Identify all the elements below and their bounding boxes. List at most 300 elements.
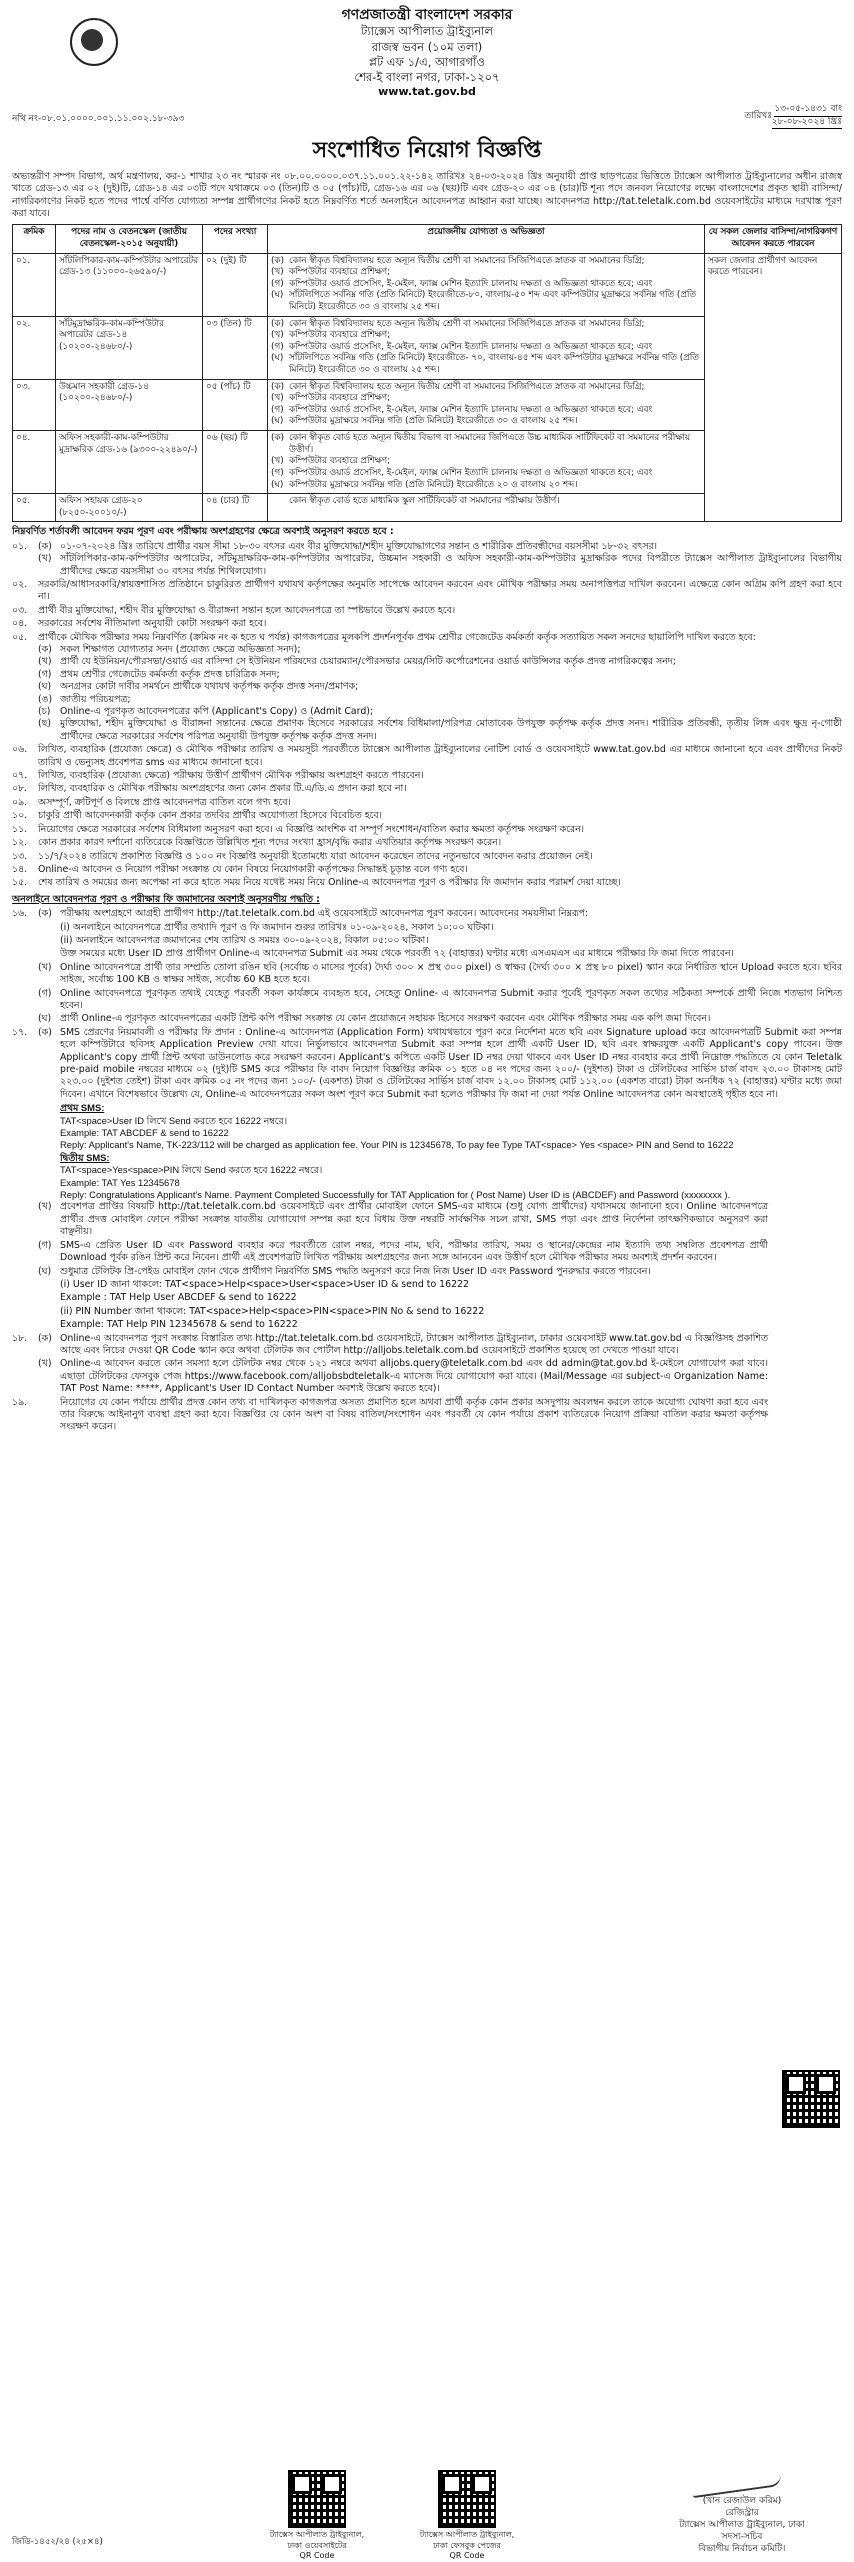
condition-text: নিয়োগের ক্ষেত্রে সরকারের সর্বশেষ বিধিমালা অনুসরণ করা হবে। এ বিজ্ঞপ্তি আংশিক বা সম্পূর্ণ সংশোধন/বাতিল করার ক্ষমতা কর্তৃপক্ষ সংরক্ষণ করেন। <box>38 823 585 835</box>
condition-sub-item <box>38 681 842 693</box>
condition-body <box>38 797 842 809</box>
website-qr-label-2: ঢাকা ওয়েবসাইটের <box>287 2540 347 2550</box>
qualification-key <box>271 496 289 508</box>
online-rule-item <box>12 1319 768 1331</box>
conditions-heading: নিম্নবর্ণিত শর্তাবলী আবেদন ফরম পূরণ এবং পরীক্ষায় অংশগ্রহণের ক্ষেত্রে অবশ্যই অনুসরণ করতে হবে : <box>12 526 394 538</box>
online-rule-item <box>12 1279 768 1291</box>
second-sms-reply: Reply: Congratulations Applicant's Name. Payment Completed Successfully for TAT Application for ( Post Name) User ID is (ABCDEF) and Password (xxxxxxxx ). <box>60 1189 731 1201</box>
condition-item <box>12 810 842 822</box>
row-serial: ০২. <box>13 316 56 379</box>
second-sms-label: দ্বিতীয় SMS: <box>60 1151 110 1163</box>
qualification-text: কম্পিউটার মুদ্রাক্ষরে সর্বনিম্ন গতি (প্রতি মিনিটে) ইংরেজীতে ৩০ ও বাংলায় ২৫ শব্দ। <box>289 416 578 427</box>
condition-number: ১৪. <box>12 863 28 875</box>
condition-sub-text: প্রার্থী যে ইউনিয়ন/পৌরসভা/ওয়ার্ড এর বাসিন্দা সে ইউনিয়ন পরিষদের চেয়ারম্যান/পৌরসভার মেয়র/সিটি কর্পোরেশনের ওয়ার্ড কাউন্সিলর কর্তৃক প্রদত্ত নাগরিকত্বের সনদ; <box>60 656 676 668</box>
qualification-item <box>271 433 701 456</box>
online-rule-number <box>12 1013 38 1025</box>
online-rule-text: Online-এ আবেদন করতে কোন সমস্যা হলে টেলিটক নম্বর থেকে ১২১ নম্বরে অথবা alljobs.query@teletalk.com.bd এবং dd admin@tat.gov.bd ই-মেইলে যোগাযোগ করা যাবে। এছাড়া টেলিটকের ফেসবুক পেজ https://www.facebook.com/alljobsbdteletalk-এ ম্যাসেজ দিয়ে যোগাযোগ করা যাবে। (Mail/Message এর subject-এ Organization Name: TAT Post Name: *****, Applicant's User ID Contact Number অবশ্যই উল্লেখ করতে হবে)। <box>60 1358 768 1395</box>
online-rule-number <box>12 935 38 947</box>
first-sms-example: Example: TAT ABCDEF & send to 16222 <box>60 1127 229 1139</box>
memo-number: নথি নং-০৮.০১.০০০০.০০১.১১.০০২.১৮-৩৯৩ <box>12 113 185 124</box>
qualification-item <box>271 468 701 480</box>
date-bangla: ১৩-০৫-১৪৩১ বাং <box>774 104 842 117</box>
condition-item <box>12 824 842 836</box>
qualification-key: (গ) <box>271 404 284 415</box>
condition-item <box>12 851 842 863</box>
qualification-text: কম্পিউটার ব্যবহারে প্রশিক্ষণ; <box>289 393 391 404</box>
first-sms-reply: Reply: Applicant's Name, TK-223/112 will be charged as application fee. Your PIN is 12345678, To pay fee Type TAT<space> Yes <space> PIN and Send to 16222 <box>60 1139 734 1151</box>
qualification-text: কোন স্বীকৃত বিশ্ববিদ্যালয় হতে অন্যূন দ্বিতীয় শ্রেণী বা সমমানের সিজিপিএতে স্নাতক বা সমমানের ডিগ্রি; <box>289 318 645 329</box>
condition-body <box>38 810 842 822</box>
facebook-qr-code-icon[interactable] <box>438 2470 496 2528</box>
condition-body <box>38 541 842 578</box>
condition-item <box>12 797 842 809</box>
condition-body <box>38 605 842 617</box>
condition-sub-item <box>38 644 842 656</box>
page-title: সংশোধিত নিয়োগ বিজ্ঞপ্তি <box>312 137 542 163</box>
online-rule-number <box>12 922 38 934</box>
online-rule-number <box>12 1306 38 1318</box>
date-box <box>744 103 842 130</box>
qualification-text: কম্পিউটার ওয়ার্ড প্রসেসিং, ই-মেইল, ফ্যাক্স মেশিন ইত্যাদি চালনায় দক্ষতা ও অভিজ্ঞতা থাকতে হবে; এবং <box>289 278 653 289</box>
qualification-text: কম্পিউটার ওয়ার্ড প্রসেসিং, ই-মেইল, ফ্যাক্স মেশিন ইত্যাদি চালনায় দক্ষতা ও অভিজ্ঞতা থাকতে হবে; এবং <box>289 341 653 352</box>
table-header-row <box>13 225 842 253</box>
condition-sub-text: সকল শিক্ষাগত যোগ্যতার সনদ (প্রযোজ্য ক্ষেত্রে অভিজ্ঞতা সনদ); <box>60 644 301 655</box>
col-post: পদের নাম ও বেতনস্কেল (জাতীয় বেতনস্কেল-২০১৫ অনুযায়ী) <box>56 225 203 253</box>
qualification-item <box>271 416 701 428</box>
online-rule-item <box>12 948 842 960</box>
row-serial: ০১. <box>13 253 56 316</box>
city-address: শের-ই বাংলা নগর, ঢাকা-১২০৭ <box>354 69 500 84</box>
online-rule-key <box>38 1397 60 1434</box>
condition-number: ১০. <box>12 810 28 822</box>
row-qualifications <box>268 494 705 522</box>
signatory-title-3: সদস্য-সচিব <box>721 2531 763 2542</box>
online-rule-body <box>38 1013 842 1025</box>
online-rule-text: SMS প্রেরণের নিয়মাবলী ও পরীক্ষার ফি প্রদান : Online-এ আবেদনপত্র (Application Form) যথাযথভাবে পূরণ করে নির্দেশনা মতে ছবি এবং Signature upload করে আবেদনপত্রটি Submit করা সম্পন্ন হলে কম্পিউটারে ছবিসহ Application Preview দেখা যাবে। নির্ভুলভাবে আবেদনপত্র Submit করা সম্পন্ন হলে প্রার্থী একটি User ID, ছবি এবং স্বাক্ষরযুক্ত একটি Applicant's copy পাবেন। উক্ত Applicant's copy প্রার্থী প্রিন্ট অথবা ডাউনলোড করে সংরক্ষণ করবেন। Applicant's কপিতে একটি User ID নম্বর দেয়া থাকবে এবং User ID নম্বর ব্যবহার করে প্রার্থী নিম্নোক্ত পদ্ধতিতে যে কোন Teletalk pre-paid mobile নম্বরের মাধ্যমে ০২ (দুই)টি SMS করে পরীক্ষার ফি বাবদ নিয়োগ বিজ্ঞপ্তির ক্রমিক ০১ হতে ০৪ নং পদের জন্য ২০০/- (দুইশত) টাকা ও টেলিটকের সার্ভিস চার্জ বাবদ ২৩.০০ টাকাসহ মোট ২২৩.০০ (দুইশত তেইশ) টাকা এবং ক্রমিক ০৫ নং পদের জন্য ১০০/- (একশত) টাকা ও টেলিটকের সার্ভিস চার্জ বাবদ ১২.০০ টাকাসহ মোট ১১২.০০ (একশত বারো) টাকা অনধিক ৭২ (বাহাত্তর) ঘণ্টার মধ্যে জমা দিবেন। এখানে বিশেষভাবে উল্লেখ্য যে, Online-এ আবেদনপত্রের সকল অংশ পূরণ করে Submit করা হলেও পরীক্ষার ফি জমা না দেয়া পর্যন্ত Online আবেদনপত্র কোন অবস্থাতেই গৃহীত হবে না। <box>60 1026 842 1100</box>
condition-body <box>38 632 842 744</box>
online-rule-text: প্রার্থী Online-এ পূরণকৃত আবেদনপত্রের একটি প্রিন্ট কপি পরীক্ষা সংক্রান্ত যে কোন প্রয়োজনে সহায়ক হিসেবে সংরক্ষণ করবেন এবং মৌখিক পরীক্ষার সময় এক কপি জমা দিবেন। <box>60 1013 711 1025</box>
col-districts: যে সকল জেলার বাসিন্দা/নাগরিকগণ আবেদন করতে পারবেন <box>705 225 842 253</box>
condition-text: লিখিত, ব্যবহারিক (প্রযোজ্য ক্ষেত্রে) ও মৌখিক পরীক্ষার তারিখ ও সময়সূচী পরবর্তীতে ট্যাক্সেস আপীলাত ট্রাইব্যুনালের নোটিশ বোর্ড ও ওয়েবসাইটে www.tat.gov.bd এর মাধ্যমে জানানো হবে এবং প্রার্থীদের নিকট তারিখ ও ভেন্যুসহ প্রবেশপত্র sms এর মাধ্যমে জানানো হবে। <box>38 744 842 768</box>
qualification-text: কোন স্বীকৃত বিশ্ববিদ্যালয় হতে অন্যূন দ্বিতীয় শ্রেণী বা সমমানের সিজিপিএতে স্নাতক বা সমমানের ডিগ্রি; <box>289 255 645 266</box>
online-rule-text: শুধুমাত্র টেলিটক প্রি-পেইড মোবাইল ফোন থেকে প্রার্থীগণ নিম্নবর্ণিত SMS পদ্ধতি অনুসরণ করে নিজ নিজ User ID এবং Password পুনরুদ্ধার করতে পারবেন। <box>60 1265 651 1277</box>
letterhead <box>12 6 842 100</box>
online-rule-key: (ক) <box>38 1026 52 1038</box>
qualification-key: (ঘ) <box>271 479 284 490</box>
qualification-text: কম্পিউটার ব্যবহারে প্রশিক্ষণ; <box>289 267 391 278</box>
condition-item <box>12 837 842 849</box>
condition-text: লিখিত, ব্যবহারিক ও মৌখিক পরীক্ষায় অংশগ্রহণের জন্য কোন প্রকার টি.এ/ডি.এ প্রদান করা হবে না। <box>38 783 407 795</box>
qualification-key: (গ) <box>271 467 284 478</box>
online-rule-key: (ক) <box>38 1332 52 1344</box>
online-rules-list <box>12 908 842 1101</box>
row-serial: ০৫. <box>13 494 56 522</box>
condition-sub-key: (চ) <box>38 706 51 718</box>
qualification-key: (ঘ) <box>271 416 284 427</box>
first-sms-command: TAT<space>User ID লিখে Send করতে হবে 16222 নম্বরে। <box>60 1114 288 1126</box>
condition-sub-text: মুক্তিযোদ্ধা, শহীদ মুক্তিযোদ্ধা ও বীরাঙ্গনা সন্তানের ক্ষেত্রে প্রমাণক হিসেবে সরকারের সর্বশেষ বিধিমালা/পরিপত্র মোতাবেক উপযুক্ত কর্তৃপক্ষ কর্তৃক প্রদত্ত সনদ। শারীরিক প্রতিবন্ধী, তৃতীয় লিঙ্গ এবং ক্ষুদ্র নৃ-গোষ্ঠী প্রার্থীদের ক্ষেত্রে সরকারের সর্বশেষ পরিপত্র অনুযায়ী উপযুক্ত কর্তৃপক্ষ কর্তৃক প্রদত্ত সনদ। <box>60 718 842 742</box>
online-rule-text: Online আবেদনপত্রে প্রার্থী তার সম্প্রতি তোলা রঙিন ছবি (সর্বোচ্চ ৩ মাসের পূর্বের) দৈর্ঘ্য ৩০০ × প্রস্থ ৩০০ pixel) ও স্বাক্ষর (দৈর্ঘ্য ৩০০ × প্রস্থ ৮০ pixel) স্ক্যান করে নির্ধারিত স্থানে Upload করতে হবে। ছবির সাইজ, সর্বোচ্চ 100 KB ও স্বাক্ষর সাইজ, সর্বোচ্চ 60 KB হতে হবে। <box>60 961 842 986</box>
condition-number: ০৮. <box>12 783 28 795</box>
website-qr-code-icon[interactable] <box>288 2470 346 2528</box>
row-qualifications <box>268 379 705 430</box>
website-link[interactable]: www.tat.gov.bd <box>378 85 476 99</box>
qualification-text: সাঁটলিপিতে সর্বনিম্ন গতি (প্রতি মিনিটে) ইংরেজীতে-৮০, বাংলায়-৫০ শব্দ এবং কম্পিউটার মুদ্রাক্ষরে সর্বনিম্ন গতি (প্রতি মিনিটে) ইংরেজীতে ৩০ ও বাংলায় ২৫ শব্দ। <box>289 290 697 312</box>
condition-sub-key: (ক) <box>38 644 52 655</box>
condition-sub-key: (ঘ) <box>38 681 52 693</box>
facebook-qr-label-2: ঢাকা ফেসবুক পেজের <box>433 2540 501 2550</box>
website-qr-label-3: QR Code <box>299 2551 335 2561</box>
qualification-key: (ঘ) <box>271 353 284 364</box>
condition-body <box>38 579 842 604</box>
condition-number: ১৫. <box>12 877 28 889</box>
condition-text: Online-এ আবেদন ও নিয়োগ পরীক্ষা সংক্রান্ত যে কোন বিষয়ে নিয়োগকারী কর্তৃপক্ষের সিদ্ধান্তই চূড়ান্ত বলে গণ্য হবে। <box>38 863 468 875</box>
online-rule-text: পরীক্ষায় অংশগ্রহণে আগ্রহী প্রার্থীগণ http://tat.teletalk.com.bd এই ওয়েবসাইটে আবেদনপত্র পূরণ করবেন। আবেদনের সময়সীমা নিম্নরূপ: <box>60 908 589 920</box>
row-qualifications <box>268 431 705 494</box>
online-rule-number: ১৯. <box>12 1396 28 1408</box>
online-rule-text: (ii) PIN Number জানা থাকলে: TAT<space>Help<space>PIN<space>PIN No & send to 16222 <box>60 1305 485 1317</box>
online-rule-key: (গ) <box>38 987 52 999</box>
online-rule-item <box>12 1397 768 1434</box>
online-rule-body <box>38 922 842 934</box>
row-post: উচ্চমান সহকারী গ্রেড-১৪ (১০২০০-২৪৬৮০/-) <box>56 379 203 430</box>
online-rule-text: (ii) অনলাইনে আবেদনপত্র জমাদানের শেষ তারিখ ও সময়ঃ ৩০-০৯-২০২৪, বিকাল ০৫:০০ ঘটিকা। <box>60 934 429 946</box>
row-post: সাঁটমুদ্রাক্ষরিক-কাম-কম্পিউটার অপারেটর গ্রেড-১৪ (১০২০০-২৪৬৮০/-) <box>56 316 203 379</box>
online-rule-body <box>38 988 842 1013</box>
qualification-key: (গ) <box>271 278 284 289</box>
condition-sub-item <box>38 694 842 706</box>
online-rule-number <box>12 1292 38 1304</box>
online-rule-body <box>38 1358 768 1395</box>
online-rule-body <box>38 1333 768 1358</box>
reference-line <box>12 104 842 134</box>
teletalk-qr-code-icon[interactable] <box>782 2070 840 2128</box>
vacancy-table <box>12 224 842 522</box>
online-rule-body <box>38 1240 768 1265</box>
condition-number: ০৭. <box>12 770 28 782</box>
qualification-item <box>271 290 701 313</box>
online-rule-key <box>38 935 60 947</box>
condition-text: সরকারের সর্বশেষ নীতিমালা অনুযায়ী কোটা সংরক্ষণ করা হবে। <box>38 618 267 630</box>
online-rule-body <box>38 1201 768 1238</box>
online-rule-number <box>12 1279 38 1291</box>
government-logo-icon <box>70 18 118 66</box>
online-rule-item <box>12 935 842 947</box>
sms-instructions <box>12 1102 842 1201</box>
condition-body <box>38 864 842 876</box>
condition-number: ১৩. <box>12 850 28 862</box>
print-memo: জিডি-১৪৫২/২৪ (২৫×৪) <box>12 2536 103 2547</box>
date-label: তারিখঃ <box>744 110 772 121</box>
online-rule-number <box>12 1319 38 1331</box>
condition-text: অসম্পূর্ণ, ক্রটিপূর্ণ ও বিলম্বে প্রাপ্ত আবেদনপত্র বাতিল বলে গণ্য হবে। <box>38 796 291 808</box>
online-rule-body <box>38 1397 768 1434</box>
online-rule-body <box>38 1306 768 1318</box>
online-rule-key: (খ) <box>38 1358 52 1370</box>
online-rule-text: SMS-এ প্রেরিত User ID এবং Password ব্যবহার করে পরবর্তীতে রোল নম্বর, পদের নাম, ছবি, পরীক্ষার তারিখ, সময় ও স্থানের/কেন্দ্রের নাম ইত্যাদি তথ্য সম্বলিত প্রবেশপত্র প্রার্থী Download পূর্বক রঙিন প্রিন্ট করে নিবেন। প্রার্থী এই প্রবেশপত্রটি লিখিত পরীক্ষায় অংশগ্রহণের জন্য সঙ্গে আনবেন এবং উত্তীর্ণ হলে মৌখিক পরীক্ষার সময় অবশ্যই প্রদর্শন করবেন। <box>60 1239 768 1264</box>
condition-body <box>38 837 842 849</box>
online-rule-number <box>12 1358 38 1395</box>
condition-item <box>12 744 842 769</box>
condition-item <box>12 877 842 889</box>
qualification-item <box>271 330 701 342</box>
row-count: ০২ (দুই) টি <box>203 253 268 316</box>
online-rule-key <box>38 948 60 960</box>
online-rule-number <box>12 1266 38 1278</box>
condition-text: কোন প্রকার কারণ দর্শানো ব্যতিরেকে বিজ্ঞপ্তিতে উল্লিখিত শূন্য পদের সংখ্যা হ্রাস/বৃদ্ধি করার এখতিয়ার কর্তৃপক্ষ সংরক্ষণ করেন। <box>38 837 502 849</box>
online-rule-item <box>12 1292 768 1304</box>
online-heading: অনলাইনে আবেদনপত্র পূরণ ও পরীক্ষার ফি জমাদানের অবশ্যই অনুসরণীয় পদ্ধতি : <box>12 893 320 905</box>
row-serial: ০৩. <box>13 379 56 430</box>
online-rule-item <box>12 962 842 987</box>
condition-sub-key: (ক) <box>38 540 52 552</box>
row-count: ০৪ (চার) টি <box>203 494 268 522</box>
intro-paragraph: অভ্যন্তরীণ সম্পদ বিভাগ, অর্থ মন্ত্রণালয়, কর-১ শাখার ২৩ নং স্মারক নং ০৮.০০.০০০০.০৩৭.১১.০০১.২২-১৪২ তারিখঃ ২৪-০৩-২০২৪ খ্রিঃ অনুযায়ী প্রাপ্ত ছাড়পত্রের ভিত্তিতে ট্যাক্সেস আপীলাত ট্রাইব্যুনালের অধীন রাজস্ব খাতে গ্রেড-১৩ এর ০২ (দুই)টি, গ্রেড-১৪ এর ০৩টি পদে যথাক্রমে ০৩ (তিন)টি ও ০৫ (পাঁচ)টি, গ্রেড-১৬ এর ০৬ (ছয়)টি এবং গ্রেড-২০ এর ০৪ (চার)টি শূন্য পদে জনবল নিয়োগের লক্ষ্যে বাংলাদেশের প্রকৃত স্থায়ী বাসিন্দা/নাগরিকগণের নিকট হতে পদের পার্শ্বে বর্ণিত যোগ্যতা সম্পন্ন প্রার্থীগণের নিকট হতে নিম্নবর্ণিত শর্তে অনলাইনে আবেদনপত্র আহ্বান করা যাচ্ছে। আবেদনপত্র http://tat.teletalk.com.bd ওয়েবসাইটের মাধ্যমে দরখাস্ত পূরণ করা যাবে। <box>12 170 842 219</box>
row-count: ০৬ (ছয়) টি <box>203 431 268 494</box>
plot-address: প্লট এফ ১/এ, আগারগাঁও <box>369 54 485 69</box>
second-sms-example: Example: TAT Yes 12345678 <box>60 1176 180 1188</box>
condition-sub-text: সাঁটলিপিকার-কাম-কম্পিউটার অপারেটর, সাঁটমুদ্রাক্ষরিক-কাম-কম্পিউটার অপারেটর, উচ্চমান সহকারী ও অফিস সহকারী-কাম-কম্পিউটার মুদ্রাক্ষরিক পদের বিপরীতে ট্যাক্সেস আপীলাত ট্রাইব্যুনালের বিভাগীয় প্রার্থীদের ক্ষেত্রে বয়সসীমা ৩০ বৎসর পর্যন্ত শিথিলযোগ্য। <box>60 553 842 577</box>
online-rule-body <box>38 962 842 987</box>
condition-text: ১১/৭/২০২৪ তারিখে প্রকাশিত বিজ্ঞপ্তি ও ১০০ নং বিজ্ঞপ্তি অনুযায়ী ইতোমধ্যে যারা আবেদন করেছেন তাদের নতুনভাবে আবেদন করার প্রয়োজন নেই। <box>38 850 593 862</box>
facebook-qr-label-3: QR Code <box>449 2551 485 2561</box>
condition-item <box>12 579 842 604</box>
condition-sub-key: (ছ) <box>38 718 51 730</box>
condition-body <box>38 744 842 769</box>
qualification-item <box>271 496 701 508</box>
row-post: অফিস সহায়ক গ্রেড-২০ (৮২৫০-২০০১০/-) <box>56 494 203 522</box>
qualification-key: (খ) <box>271 393 284 404</box>
condition-sub-item <box>38 541 842 553</box>
online-rule-number: ১৭. <box>12 1026 28 1038</box>
qualification-item <box>271 319 701 331</box>
condition-text: শেষ তারিখ ও সময়ের জন্য অপেক্ষা না করে হাতে সময় নিয়ে যথেষ্ট সময় নিয়ে Online-এ আবেদনপত্র পূরণ ও পরীক্ষার ফি জমাদান করার পরামর্শ দেয়া যাচ্ছে। <box>38 877 621 889</box>
online-rule-item <box>12 922 842 934</box>
online-rule-body <box>38 908 842 920</box>
signature-icon <box>652 2470 832 2496</box>
online-rule-number <box>12 1201 38 1238</box>
condition-sub-key: (গ) <box>38 668 52 680</box>
qualification-key: (ক) <box>271 255 285 266</box>
conditions-list <box>12 541 842 890</box>
online-rule-item <box>12 1333 768 1358</box>
signatory-title-2: ট্যাক্সেস আপীলাত ট্রাইব্যুনাল, ঢাকা <box>679 2519 805 2530</box>
footer <box>12 2470 842 2561</box>
office-name: ট্যাক্সেস আপীলাত ট্রাইব্যুনাল <box>361 24 493 39</box>
condition-text: প্রার্থী বীর মুক্তিযোদ্ধা, শহীদ বীর মুক্তিযোদ্ধা ও বীরাঙ্গনা সন্তান হলে আবেদনপত্রে তা স্পষ্টভাবে উল্লেখ করতে হবে। <box>38 604 456 616</box>
online-rule-item <box>12 908 842 920</box>
online-rule-text: Example: TAT Help PIN 12345678 & send to 16222 <box>60 1319 298 1331</box>
col-qualification: প্রয়োজনীয় যোগ্যতা ও অভিজ্ঞতা <box>268 225 705 253</box>
condition-sub-item <box>38 656 842 668</box>
online-rule-text: (i) User ID জানা থাকলে: TAT<space>Help<space>User<space>User ID & send to 16222 <box>60 1278 469 1290</box>
condition-body <box>38 877 842 889</box>
qualification-item <box>271 353 701 376</box>
online-rule-item <box>12 1266 768 1278</box>
online-rule-text: Example : TAT Help User ABCDEF & send to 16222 <box>60 1292 297 1304</box>
online-rule-text: Online-এ আবেদনপত্র পূরণ সংক্রান্ত বিস্তারিত তথ্য http://tat.teletalk.com.bd ওয়েবসাইটে, ট্যাক্সেস আপীলাত ট্রাইব্যুনাল, ঢাকার ওয়েবসাইট www.tat.gov.bd এ বিজ্ঞপ্তিসহ প্রকাশিত আছে এবং নিচের দেওয়া QR Code স্ক্যান করে অথবা টেলিটক জব পোর্টাল http://alljobs.teletalk.com.bd ওয়েবসাইটে প্রকাশিত হয়েছে তা দেখতে পাওয়া যাবে। <box>60 1332 768 1356</box>
online-rule-text: নিয়োগের যে কোন পর্যায়ে প্রার্থীর প্রদত্ত কোন তথ্য বা দাখিলকৃত কাগজপত্র অসত্য প্রমাণিত হলে অথবা প্রার্থী কর্তৃক কোন প্রকার অসদুপায় অবলম্বন করলে তাকে অযোগ্য ঘোষণা করা হবে এবং তার বিরুদ্ধে আইনানুগ ব্যবস্থা গ্রহণ করা হবে। বিজ্ঞপ্তির যে কোন অংশ বা বিষয় বাতিল/সংশোধন এবং পরবর্তী যে কোন পর্যায়ে প্রকাশ ব্যতিরেকে নিয়োগ প্রক্রিয়া বাতিল করার ক্ষমতা কর্তৃপক্ষ সংরক্ষণ করেন। <box>60 1396 768 1433</box>
signatory-title-4: বিভাগীয় নির্বাচন কমিটি। <box>698 2543 786 2554</box>
qualification-item <box>271 456 701 468</box>
qualification-key: (ক) <box>271 318 285 329</box>
qualification-text: কম্পিউটার ওয়ার্ড প্রসেসিং, ই-মেইল, ফ্যাক্স মেশিন ইত্যাদি চালনায় দক্ষতা ও অভিজ্ঞতা থাকতে হবে; এবং <box>289 467 653 478</box>
condition-sub-text: Online-এ পূরণকৃত আবেদনপত্রের কপি (Applicant's Copy) ও (Admit Card); <box>60 706 374 718</box>
online-rule-text: প্রবেশপত্র প্রাপ্তির বিষয়টি http://tat.teletalk.com.bd ওয়েবসাইটে এবং প্রার্থীর মোবাইল ফোনে SMS-এর মাধ্যমে (শুধু যোগ্য প্রার্থীদের) যথাসময়ে জানানো হবে। Online আবেদনপত্রে প্রার্থীর প্রদত্ত মোবাইল ফোনে পরীক্ষা সংক্রান্ত যাবতীয় যোগাযোগ সম্পন্ন করা হবে বিধায় উক্ত নম্বরটি সার্বক্ষণিক সচল রাখা, SMS পড়া এবং প্রাপ্ত নির্দেশনা তাৎক্ষণিকভাবে অনুসরণ করা বাঞ্ছনীয়। <box>60 1201 768 1238</box>
online-rule-item <box>12 1201 768 1238</box>
condition-sub-text: ০১-০৭-২০২৪ খ্রিঃ তারিখে প্রার্থীর বয়স সীমা ১৮-৩০ বৎসর এবং বীর মুক্তিযোদ্ধা/শহীদ মুক্তিযোদ্ধাগণের সন্তান ও শারীরিক প্রতিবন্ধীদের বয়সসীমা ১৮-৩২ বৎসর। <box>60 540 658 552</box>
condition-sub-key: (ঙ) <box>38 693 53 705</box>
condition-body <box>38 824 842 836</box>
online-rule-key: (ক) <box>38 908 52 920</box>
online-rule-text: (i) অনলাইনে আবেদনপত্রে প্রার্থীর তথ্যাদি পূরণ ও ফি জমাদান শুরুর তারিখঃ ০১-০৯-২০২৪, সকাল ১০:০০ ঘটিকা। <box>60 921 494 933</box>
condition-text: চাকুরি প্রার্থী আবেদনকারী কর্তৃক কোন প্রকার তদবির প্রার্থীর অযোগ্যতা হিসেবে বিবেচিত হবে। <box>38 810 382 822</box>
online-rule-item <box>12 1240 768 1265</box>
condition-sub-item <box>38 718 842 743</box>
online-rule-number: ১৮. <box>12 1332 28 1344</box>
condition-sub-key: (খ) <box>38 656 52 668</box>
signatory-name: (খান রেজাউল করিম) <box>702 2496 782 2506</box>
online-rule-item <box>12 1013 842 1025</box>
condition-number: ১২. <box>12 837 28 849</box>
condition-text: প্রার্থীকে মৌখিক পরীক্ষার সময় নিম্নবর্ণিত (ক্রমিক নং ক হতে ঘ পর্যন্ত) কাগজপত্রের মূলকপি প্রদর্শনপূর্বক প্রথম শ্রেণীর গেজেটেড কর্মকর্তা কর্তৃক সত্যায়িত সকল সনদের ছায়ালিপি দাখিল করতে হবে: <box>38 631 756 643</box>
qualification-item <box>271 267 701 279</box>
condition-body <box>38 783 842 795</box>
online-rule-number <box>12 962 38 987</box>
online-rule-key <box>38 1292 60 1304</box>
table-row <box>13 253 842 316</box>
condition-number: ১১. <box>12 823 28 835</box>
qualification-key: (খ) <box>271 456 284 467</box>
online-rule-key: (খ) <box>38 961 52 973</box>
qualification-key: (খ) <box>271 267 284 278</box>
online-rule-number <box>12 1240 38 1265</box>
qualification-item <box>271 405 701 417</box>
condition-item <box>12 783 842 795</box>
col-serial: ক্রমিক <box>13 225 56 253</box>
online-rule-key <box>38 922 60 934</box>
condition-sub-text: প্রথম শ্রেণীর গেজেটেড কর্মকর্তা কর্তৃক প্রদত্ত চারিত্রিক সনদ; <box>60 668 280 680</box>
condition-number: ০৫. <box>12 631 28 643</box>
online-rule-key: (গ) <box>38 1239 52 1251</box>
online-rule-text: উক্ত সময়ের মধ্যে User ID প্রাপ্ত প্রার্থীগণ Online-এ আবেদনপত্র Submit এর সময় থেকে পরবর্তী ৭২ (বাহাত্তর) ঘণ্টার মধ্যে এসএমএস এর মাধ্যমে পরীক্ষার ফি জমা দিতে পারবেন। <box>60 948 734 960</box>
condition-number: ০৬. <box>12 744 28 756</box>
qualification-key: (ক) <box>271 433 285 444</box>
qualification-item <box>271 382 701 394</box>
qualification-text: কম্পিউটার মুদ্রাক্ষরে সর্বনিম্ন গতি (প্রতি মিনিটে) ইংরেজীতে ২০ ও বাংলায় ২০ শব্দ। <box>289 479 578 490</box>
date-english: ২৮-০৮-২০২৪ খ্রিঃ <box>772 117 842 130</box>
signature-block <box>652 2470 832 2555</box>
qualification-item <box>271 393 701 405</box>
condition-number: ০৪. <box>12 618 28 630</box>
row-serial: ০৪. <box>13 431 56 494</box>
online-rule-body <box>38 1292 768 1304</box>
condition-sub-item <box>38 706 842 718</box>
online-rule-item <box>12 1027 842 1101</box>
online-rule-number <box>12 988 38 1013</box>
condition-body <box>38 851 842 863</box>
condition-text: সরকারি/আধাসরকারি/স্বায়ত্তশাসিত প্রতিষ্ঠানে চাকুরিরত প্রার্থীগণ যথাযথ কর্তৃপক্ষের অনুমতি সাপেক্ষে আবেদন করবেন এবং মৌখিক পরীক্ষার সময় অনাপত্তিপত্র দাখিল করবেন। এক্ষেত্রে কোন অগ্রিম কপি গ্রহণ করা হবে না। <box>38 578 842 603</box>
condition-sub-text: জাতীয় পরিচয়পত্র; <box>60 693 131 705</box>
condition-item <box>12 541 842 578</box>
col-count: পদের সংখ্যা <box>203 225 268 253</box>
condition-number: ০৩. <box>12 604 28 616</box>
online-rule-item <box>12 1358 768 1395</box>
row-post: সাঁটলিপিকার-কাম-কম্পিউটার অপারেটর গ্রেড-১৩ (১১০০০-২৬৫৯০/-) <box>56 253 203 316</box>
online-rule-number <box>12 948 38 960</box>
online-rule-number: ১৬. <box>12 908 28 920</box>
condition-body <box>38 770 842 782</box>
online-rule-text: Online আবেদনপত্রে পূরণকৃত তথ্যই যেহেতু পরবর্তী সকল কার্যক্রমে ব্যবহৃত হবে, সেহেতু Online- এ আবেদনপত্র Submit করার পূর্বেই পূরণকৃত সকল তথ্যের সঠিকতা সম্পর্কে প্রার্থী নিজে শতভাগ নিশ্চিত হবেন। <box>60 987 842 1011</box>
qualification-text: কম্পিউটার ওয়ার্ড প্রসেসিং, ই-মেইল, ফ্যাক্স মেশিন ইত্যাদি চালনায় দক্ষতা ও অভিজ্ঞতা থাকতে হবে; এবং <box>289 404 653 415</box>
condition-sub-item <box>38 553 842 578</box>
qualification-text: কোন স্বীকৃত বিশ্ববিদ্যালয় হতে অন্যূন দ্বিতীয় শ্রেণী বা সমমানের সিজিপিএতে স্নাতক বা সমমানের ডিগ্রি; <box>289 381 645 392</box>
online-rules-list-2 <box>12 1201 842 1433</box>
condition-item <box>12 618 842 630</box>
online-rule-key: (ঘ) <box>38 1265 52 1277</box>
condition-number: ০১. <box>12 540 28 552</box>
govt-name: গণপ্রজাতন্ত্রী বাংলাদেশ সরকার <box>341 7 513 23</box>
condition-sub-item <box>38 669 842 681</box>
qualification-item <box>271 342 701 354</box>
condition-item <box>12 632 842 744</box>
row-districts: সকল জেলার প্রার্থীগণ আবেদন করতে পারবেন। <box>705 253 842 522</box>
condition-item <box>12 770 842 782</box>
row-post: অফিস সহকারী-কাম-কম্পিউটার মুদ্রাক্ষরিক গ্রেড-১৬ (৯৩০০-২২৪৯০/-) <box>56 431 203 494</box>
facebook-qr-label-1: ট্যাক্সেস আপীলাত ট্রাইব্যুনাল, <box>419 2530 515 2539</box>
qualification-text: সাঁটলিপিতে সর্বনিম্ন গতি (প্রতি মিনিটে) ইংরেজীতে- ৭০, বাংলায়-৪৫ শব্দ এবং কম্পিউটার মুদ্রাক্ষরে সর্বনিম্ন গতি (প্রতি মিনিটে) ইংরেজীতে ৩০ ও বাংলায় ২৫ শব্দ। <box>289 353 699 376</box>
website-qr-label-1: ট্যাক্সেস আপীলাত ট্রাইব্যুনাল, <box>269 2530 365 2539</box>
first-sms-label: প্রথম SMS: <box>60 1102 105 1114</box>
online-rule-body <box>38 1266 768 1278</box>
online-rule-key: (খ) <box>38 1201 52 1213</box>
online-rule-body <box>38 1027 842 1101</box>
facebook-qr-block <box>412 2470 522 2562</box>
qualification-item <box>271 480 701 492</box>
vacancy-table-body <box>13 253 842 522</box>
qualification-key: (গ) <box>271 341 284 352</box>
online-rule-key <box>38 1279 60 1291</box>
condition-text: লিখিত, ব্যবহারিক (প্রযোজ্য ক্ষেত্রে) পরীক্ষায় উত্তীর্ণ প্রার্থীগণ মৌখিক পরীক্ষায় অংশগ্রহণ করতে পারবেন। <box>38 770 424 782</box>
website-qr-block <box>262 2470 372 2562</box>
condition-sub-key: (খ) <box>38 553 52 565</box>
online-rule-key <box>38 1319 60 1331</box>
second-sms-command: TAT<space>Yes<space>PIN লিখে Send করতে হবে 16222 নম্বরে। <box>60 1164 323 1176</box>
row-count: ০৫ (পাঁচ) টি <box>203 379 268 430</box>
online-rule-body <box>38 935 842 947</box>
qualification-item <box>271 279 701 291</box>
qualification-text: কোন স্বীকৃত বোর্ড হতে মাধ্যমিক স্কুল সার্টিফিকেট বা সমমানের পরীক্ষায় উত্তীর্ণ। <box>289 496 560 507</box>
row-qualifications <box>268 253 705 316</box>
condition-number: ০৯. <box>12 796 28 808</box>
online-rule-body <box>38 948 842 960</box>
online-rule-body <box>38 1319 768 1331</box>
online-rule-key: (ঘ) <box>38 1013 52 1025</box>
online-rule-body <box>38 1279 768 1291</box>
qualification-text: কম্পিউটার ব্যবহারে প্রশিক্ষণ; <box>289 330 391 341</box>
condition-item <box>12 605 842 617</box>
online-rule-key <box>38 1306 60 1318</box>
condition-body <box>38 618 842 630</box>
qualification-item <box>271 256 701 268</box>
qualification-text: কম্পিউটার ব্যবহারে প্রশিক্ষণ; <box>289 456 391 467</box>
row-count: ০৩ (তিন) টি <box>203 316 268 379</box>
qualification-key: (ঘ) <box>271 290 284 301</box>
building-name: রাজস্ব ভবন (১০ম তলা) <box>371 39 483 54</box>
row-qualifications <box>268 316 705 379</box>
online-rule-item <box>12 1306 768 1318</box>
qualification-key: (ক) <box>271 381 285 392</box>
